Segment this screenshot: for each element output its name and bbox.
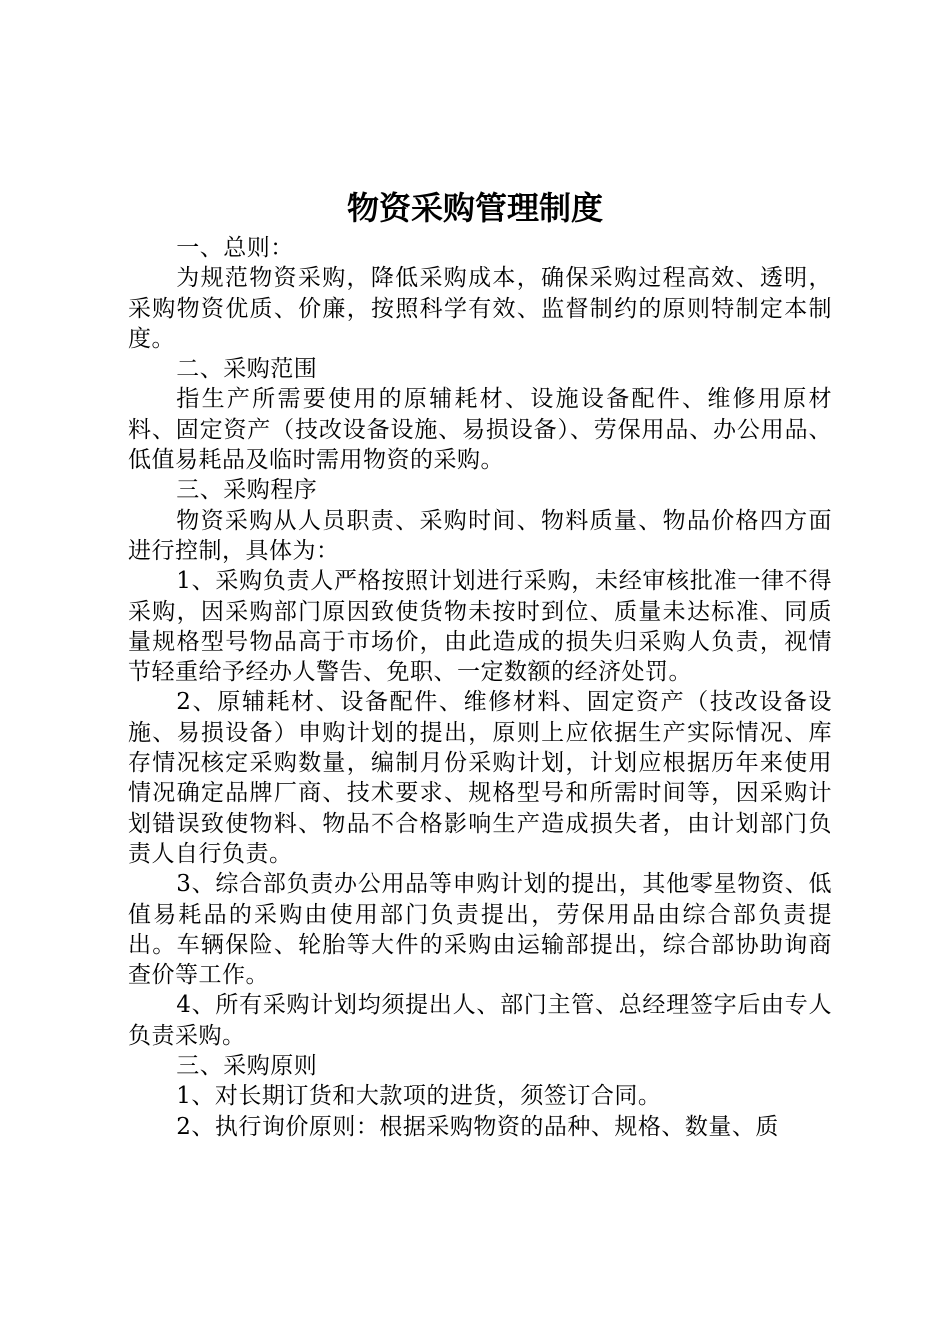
- paragraph-purpose: 为规范物资采购，降低采购成本，确保采购过程高效、透明，采购物资优质、价廉，按照科学有效、监督制约的原则特制定本制度。: [128, 265, 832, 352]
- section-heading-scope: 二、采购范围: [176, 356, 318, 383]
- section-heading-procedure: 三、采购程序: [176, 477, 318, 504]
- section-heading-principles: 三、采购原则: [176, 1053, 318, 1080]
- section-heading-general: 一、总则：: [176, 235, 294, 261]
- paragraph-procedure-item-4: 4、所有采购计划均须提出人、部门主管、总经理签字后由专人负责采购。: [128, 992, 832, 1049]
- paragraph-principle-item-2: 2、执行询价原则：根据采购物资的品种、规格、数量、质: [176, 1113, 779, 1140]
- paragraph-procedure-item-2: 2、原辅耗材、设备配件、维修材料、固定资产（技改设备设施、易损设备）申购计划的提出，原则上应依据生产实际情况、库存情况核定采购数量，编制月份采购计划，计划应根据历年来使用情况确定品牌厂商、技术要求、规格型号和所需时间等，因采购计划错误致使物料、物品不合格影响生产造成损失者，由计划部门负责人自行负责。: [128, 689, 832, 867]
- paragraph-principle-item-1: 1、对长期订货和大款项的进货，须签订合同。: [176, 1083, 662, 1110]
- paragraph-procedure-item-1: 1、采购负责人严格按照计划进行采购，未经审核批准一律不得采购，因采购部门原因致使货物未按时到位、质量未达标准、同质量规格型号物品高于市场价，由此造成的损失归采购人负责，视情节轻重给予经办人警告、免职、一定数额的经济处罚。: [128, 568, 832, 686]
- paragraph-procedure-intro: 物资采购从人员职责、采购时间、物料质量、物品价格四方面进行控制，具体为：: [128, 507, 832, 564]
- paragraph-scope: 指生产所需要使用的原辅耗材、设施设备配件、维修用原材料、固定资产（技改设备设施、易损设备）、劳保用品、办公用品、低值易耗品及临时需用物资的采购。: [128, 386, 832, 474]
- document-body: [128, 233, 832, 1142]
- document-title: 物资采购管理制度: [346, 189, 603, 227]
- paragraph-procedure-item-3: 3、综合部负责办公用品等申购计划的提出，其他零星物资、低值易耗品的采购由使用部门负责提出，劳保用品由综合部负责提出。车辆保险、轮胎等大件的采购由运输部提出，综合部协助询商查价等工作。: [128, 871, 832, 989]
